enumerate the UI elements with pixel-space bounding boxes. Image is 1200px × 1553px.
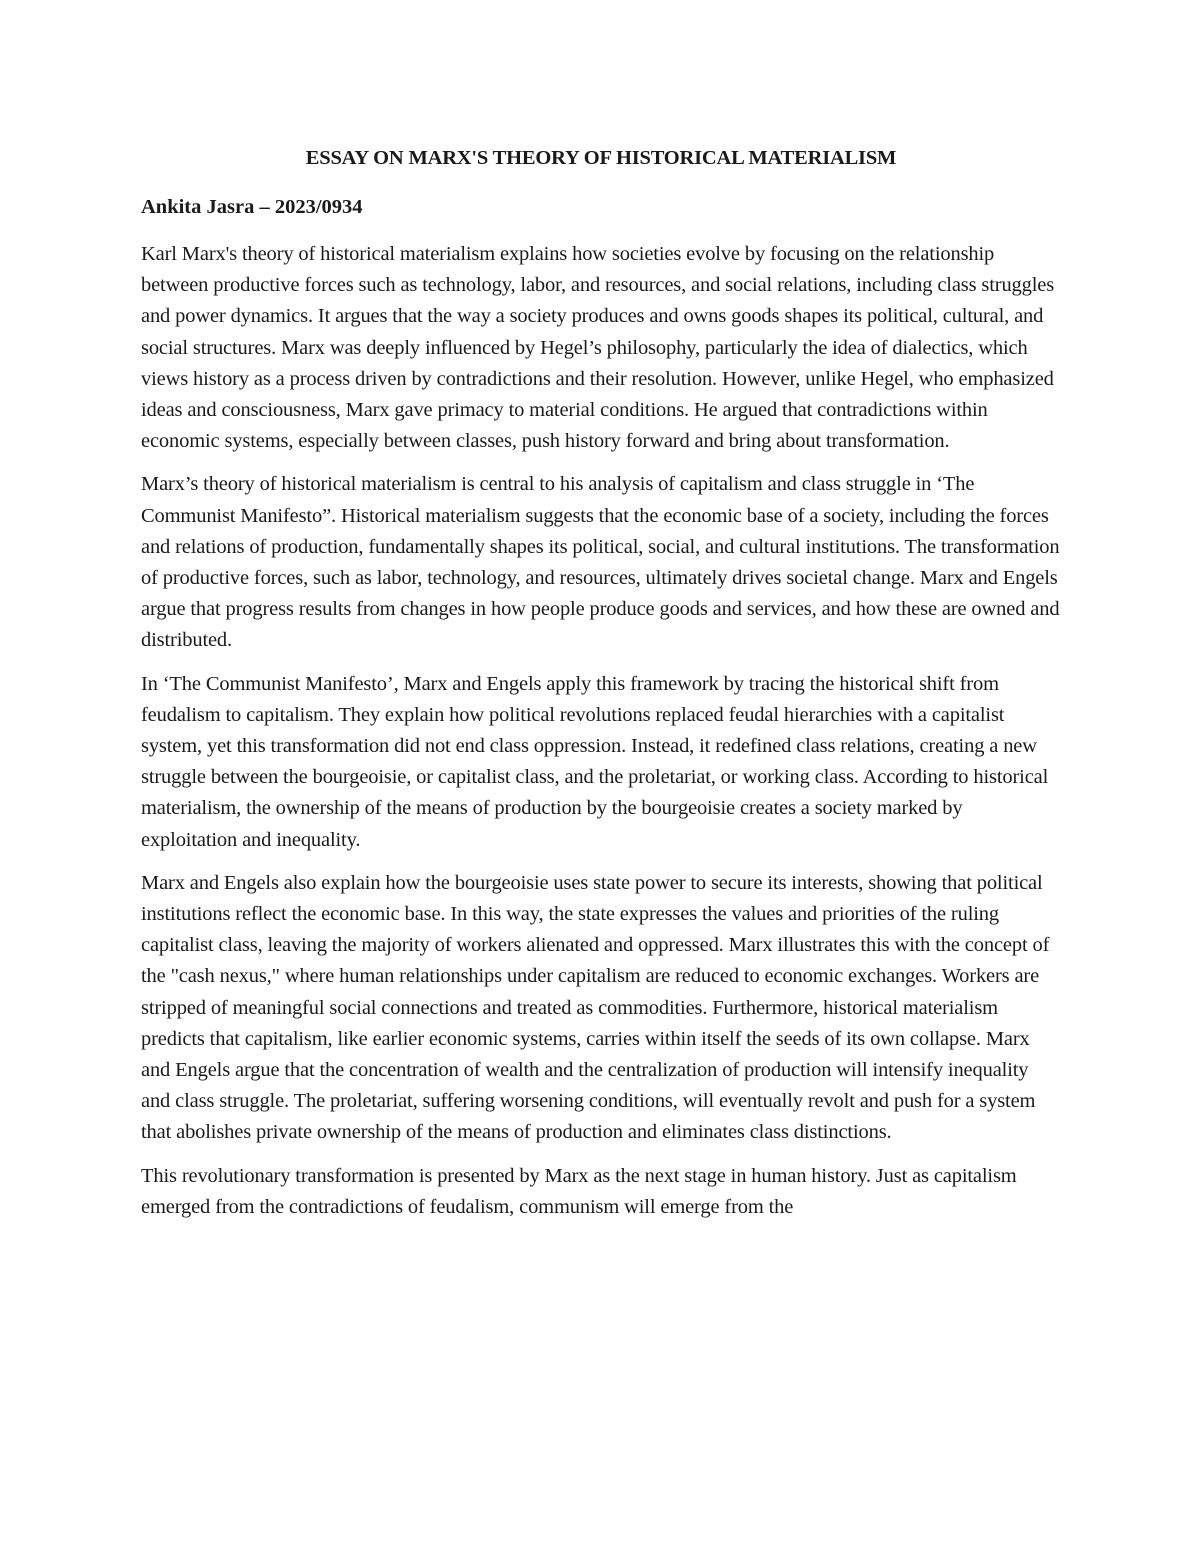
essay-title: ESSAY ON MARX'S THEORY OF HISTORICAL MATERIALISM (305, 147, 897, 169)
document-body (141, 140, 1061, 1223)
paragraph-3: In ‘The Communist Manifesto’, Marx and Engels apply this framework by tracing the historical shift from feudalism to capitalism. They explain how political revolutions replaced feudal hierarchies with a capitalist system, yet this transformation did not end class oppression. Instead, it redefined class relations, creating a new struggle between the bourgeoisie, or capitalist class, and the proletariat, or working class. According to historical materialism, the ownership of the means of production by the bourgeoisie creates a society marked by exploitation and inequality. (141, 672, 1049, 851)
paragraph-2: Marx’s theory of historical materialism is central to his analysis of capitalism and class struggle in ‘The Communist Manifesto”. Historical materialism suggests that the economic base of a society, including the forces and relations of production, fundamentally shapes its political, social, and cultural institutions. The transformation of productive forces, such as labor, technology, and resources, ultimately drives societal change. Marx and Engels argue that progress results from changes in how people produce goods and services, and how these are owned and distributed. (141, 473, 1060, 652)
author-line: Ankita Jasra – 2023/0934 (141, 196, 363, 218)
paragraph-5: This revolutionary transformation is presented by Marx as the next stage in human history. Just as capitalism emerged from the contradictions of feudalism, communism will emerge from the (141, 1164, 1017, 1218)
paragraph-4: Marx and Engels also explain how the bourgeoisie uses state power to secure its interests, showing that political institutions reflect the economic base. In this way, the state expresses the values and priorities of the ruling capitalist class, leaving the majority of workers alienated and oppressed. Marx illustrates this with the concept of the "cash nexus," where human relationships under capitalism are reduced to economic exchanges. Workers are stripped of meaningful social connections and treated as commodities. Furthermore, historical materialism predicts that capitalism, like earlier economic systems, carries within itself the seeds of its own collapse. Marx and Engels argue that the concentration of wealth and the centralization of production will intensify inequality and class struggle. The proletariat, suffering worsening conditions, will eventually revolt and push for a system that abolishes private ownership of the means of production and eliminates class distinctions. (141, 871, 1050, 1144)
paragraph-1: Karl Marx's theory of historical materialism explains how societies evolve by focusing on the relationship between productive forces such as technology, labor, and resources, and social relations, including class struggles and power dynamics. It argues that the way a society produces and owns goods shapes its political, cultural, and social structures. Marx was deeply influenced by Hegel’s philosophy, particularly the idea of dialectics, which views history as a process driven by contradictions and their resolution. However, unlike Hegel, who emphasized ideas and consciousness, Marx gave primacy to material conditions. He argued that contradictions within economic systems, especially between classes, push history forward and bring about transformation. (141, 243, 1055, 453)
